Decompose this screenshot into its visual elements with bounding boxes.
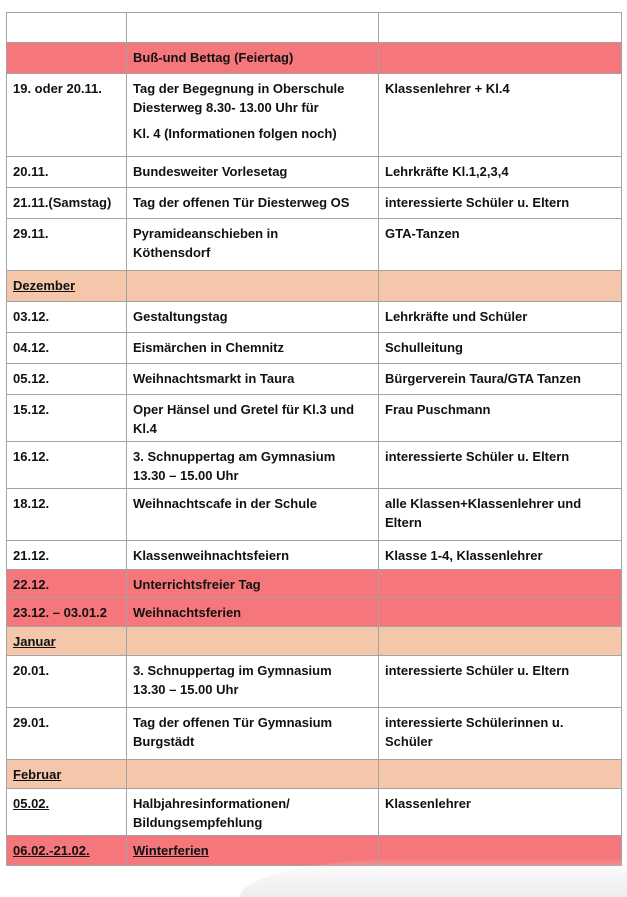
event-text: 13.30 – 15.00 Uhr: [133, 468, 239, 483]
event-cell: [127, 708, 379, 760]
participants-cell: [379, 219, 622, 271]
event-text: Diesterweg 8.30- 13.00 Uhr für: [133, 100, 319, 115]
participants-cell: [379, 627, 622, 656]
participants-cell: [379, 489, 622, 541]
table-row: [7, 302, 622, 333]
event-text: Unterrichtsfreier Tag: [133, 577, 261, 592]
event-text: Tag der offenen Tür Gymnasium: [133, 715, 333, 730]
date-cell: [7, 271, 127, 302]
event-text: Kl.4: [133, 421, 157, 436]
table-row: [7, 271, 622, 302]
table-row: [7, 219, 622, 271]
table-row: [7, 541, 622, 570]
date-cell: [7, 157, 127, 188]
participants-text: alle Klassen+Klassenlehrer und: [385, 496, 582, 511]
event-text: 3. Schnuppertag im Gymnasium: [133, 663, 332, 678]
participants-text: Klassenlehrer + Kl.4: [385, 81, 510, 96]
participants-text: interessierte Schüler u. Eltern: [385, 449, 570, 464]
date-cell: [7, 789, 127, 836]
date-cell: [7, 302, 127, 333]
date-cell: [7, 13, 127, 43]
event-text: Buß-und Bettag (Feiertag): [133, 50, 294, 65]
event-cell: [127, 219, 379, 271]
date-text: Januar: [13, 634, 56, 649]
date-cell: [7, 598, 127, 627]
date-cell: [7, 74, 127, 157]
date-cell: [7, 836, 127, 866]
date-text: 22.12.: [13, 577, 50, 592]
date-text: 05.02.: [13, 796, 50, 811]
event-text: Tag der offenen Tür Diesterweg OS: [133, 195, 350, 210]
event-cell: [127, 789, 379, 836]
event-cell: [127, 302, 379, 333]
table-row: [7, 708, 622, 760]
event-cell: [127, 836, 379, 866]
participants-text: Bürgerverein Taura/GTA Tanzen: [385, 371, 582, 386]
participants-cell: [379, 708, 622, 760]
calendar-body: [7, 13, 622, 866]
participants-text: Lehrkräfte und Schüler: [385, 309, 528, 324]
event-cell: [127, 442, 379, 489]
event-cell: [127, 188, 379, 219]
table-row: [7, 570, 622, 598]
event-cell: [127, 760, 379, 789]
date-cell: [7, 395, 127, 442]
event-cell: [127, 13, 379, 43]
participants-cell: [379, 656, 622, 708]
participants-cell: [379, 598, 622, 627]
date-cell: [7, 364, 127, 395]
participants-cell: [379, 395, 622, 442]
date-text: 20.01.: [13, 663, 50, 678]
participants-text: Eltern: [385, 515, 422, 530]
table-row: [7, 157, 622, 188]
date-text: 21.12.: [13, 548, 50, 563]
table-row: [7, 13, 622, 43]
participants-cell: [379, 333, 622, 364]
date-text: Februar: [13, 767, 62, 782]
participants-text: Frau Puschmann: [385, 402, 491, 417]
participants-cell: [379, 442, 622, 489]
table-row: [7, 188, 622, 219]
participants-text: interessierte Schüler u. Eltern: [385, 663, 570, 678]
date-text: Dezember: [13, 278, 76, 293]
participants-text: Schüler: [385, 734, 433, 749]
date-cell: [7, 656, 127, 708]
participants-text: Lehrkräfte Kl.1,2,3,4: [385, 164, 509, 179]
date-cell: [7, 43, 127, 74]
event-cell: [127, 333, 379, 364]
date-text: 15.12.: [13, 402, 50, 417]
event-text: Köthensdorf: [133, 245, 211, 260]
event-cell: [127, 157, 379, 188]
table-row: [7, 364, 622, 395]
date-text: 19. oder 20.11.: [13, 81, 102, 96]
event-text: Eismärchen in Chemnitz: [133, 340, 284, 355]
event-text: Klassenweihnachtsfeiern: [133, 548, 290, 563]
event-cell: [127, 43, 379, 74]
event-text: Bildungsempfehlung: [133, 815, 263, 830]
participants-text: interessierte Schülerinnen u.: [385, 715, 564, 730]
date-cell: [7, 489, 127, 541]
event-cell: [127, 364, 379, 395]
event-text: Weihnachtsferien: [133, 605, 242, 620]
table-row: [7, 442, 622, 489]
participants-cell: [379, 157, 622, 188]
table-row: [7, 43, 622, 74]
line-gap: [133, 117, 372, 124]
date-text: 21.11.(Samstag): [13, 195, 112, 210]
date-cell: [7, 570, 127, 598]
participants-cell: [379, 541, 622, 570]
event-text: Weihnachtsmarkt in Taura: [133, 371, 295, 386]
participants-cell: [379, 570, 622, 598]
school-calendar-table: [6, 12, 622, 866]
date-cell: [7, 219, 127, 271]
event-cell: [127, 271, 379, 302]
table-row: [7, 789, 622, 836]
event-cell: [127, 656, 379, 708]
event-cell: [127, 541, 379, 570]
participants-cell: [379, 74, 622, 157]
date-text: 29.01.: [13, 715, 50, 730]
participants-text: GTA-Tanzen: [385, 226, 460, 241]
table-row: [7, 395, 622, 442]
event-text: Tag der Begegnung in Oberschule: [133, 81, 345, 96]
event-text: Pyramideanschieben in: [133, 226, 279, 241]
participants-text: Schulleitung: [385, 340, 463, 355]
table-row: [7, 74, 622, 157]
table-row: [7, 627, 622, 656]
date-cell: [7, 627, 127, 656]
event-text: Oper Hänsel und Gretel für Kl.3 und: [133, 402, 355, 417]
event-text: 3. Schnuppertag am Gymnasium: [133, 449, 336, 464]
date-cell: [7, 760, 127, 789]
table-row: [7, 598, 622, 627]
event-text: Weihnachtscafe in der Schule: [133, 496, 317, 511]
participants-cell: [379, 43, 622, 74]
date-text: 23.12. – 03.01.2: [13, 605, 107, 620]
event-text: Kl. 4 (Informationen folgen noch): [133, 126, 337, 141]
participants-cell: [379, 364, 622, 395]
date-cell: [7, 708, 127, 760]
date-text: 06.02.-21.02.: [13, 843, 90, 858]
date-text: 05.12.: [13, 371, 50, 386]
table-row: [7, 333, 622, 364]
participants-cell: [379, 789, 622, 836]
participants-cell: [379, 302, 622, 333]
event-cell: [127, 74, 379, 157]
participants-text: Klasse 1-4, Klassenlehrer: [385, 548, 543, 563]
table-row: [7, 656, 622, 708]
event-cell: [127, 395, 379, 442]
event-text: Winterferien: [133, 843, 209, 858]
event-text: Bundesweiter Vorlesetag: [133, 164, 288, 179]
date-text: 18.12.: [13, 496, 50, 511]
table-row: [7, 489, 622, 541]
event-cell: [127, 627, 379, 656]
date-cell: [7, 333, 127, 364]
participants-cell: [379, 271, 622, 302]
date-text: 29.11.: [13, 226, 49, 241]
event-text: Gestaltungstag: [133, 309, 228, 324]
date-cell: [7, 188, 127, 219]
event-cell: [127, 598, 379, 627]
date-text: 16.12.: [13, 449, 50, 464]
event-cell: [127, 489, 379, 541]
date-text: 04.12.: [13, 340, 50, 355]
participants-text: Klassenlehrer: [385, 796, 471, 811]
event-text: Halbjahresinformationen/: [133, 796, 290, 811]
date-cell: [7, 442, 127, 489]
event-text: 13.30 – 15.00 Uhr: [133, 682, 239, 697]
date-cell: [7, 541, 127, 570]
event-text: Burgstädt: [133, 734, 195, 749]
participants-cell: [379, 13, 622, 43]
participants-cell: [379, 760, 622, 789]
event-cell: [127, 570, 379, 598]
date-text: 20.11.: [13, 164, 49, 179]
participants-cell: [379, 188, 622, 219]
date-text: 03.12.: [13, 309, 50, 324]
table-row: [7, 760, 622, 789]
participants-text: interessierte Schüler u. Eltern: [385, 195, 570, 210]
